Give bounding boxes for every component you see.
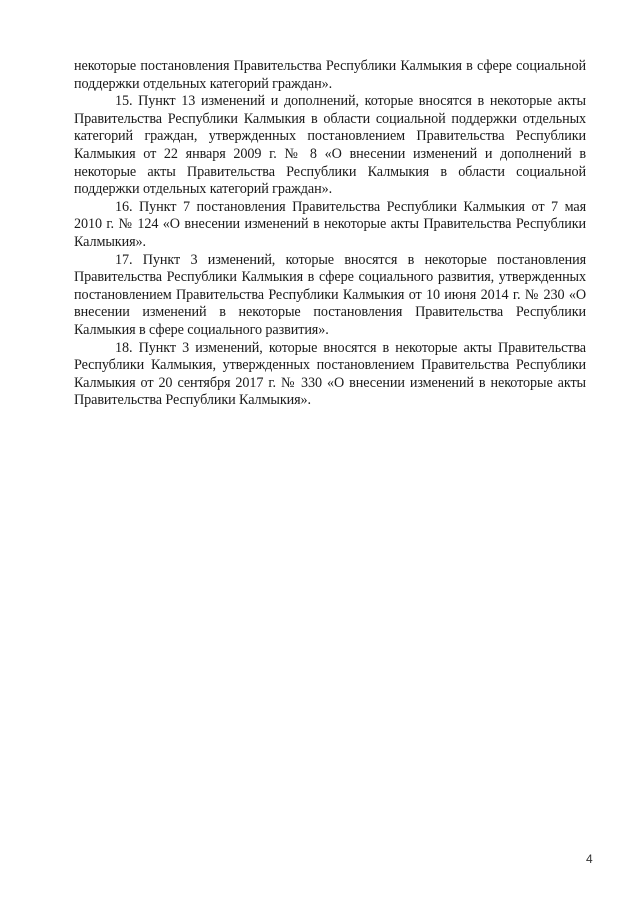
paragraph-16: 16. Пункт 7 постановления Правительства Республики Калмыкия от 7 мая 2010 г. № 124 «О внесении изменений в некоторые акты Правительства Республики Калмыкия».: [74, 198, 586, 250]
paragraph-15: 15. Пункт 13 изменений и дополнений, которые вносятся в некоторые акты Правительства Республики Калмыкия в области социальной поддержки отдельных категорий граждан, утвержденных постановлением Правительства Республики Калмыкия от 22 января 2009 г. № 8 «О внесении изменений и дополнений в некоторые акты Правительства Республики Калмыкия в области социальной поддержки отдельных категорий граждан».: [74, 93, 586, 198]
page-number: 4: [586, 852, 593, 866]
document-body: [74, 58, 586, 410]
paragraph-17: 17. Пункт 3 изменений, которые вносятся в некоторые постановления Правительства Республики Калмыкия в сфере социального развития, утвержденных постановлением Правительства Республики Калмыкия от 10 июня 2014 г. № 230 «О внесении изменений в некоторые постановления Правительства Республики Калмыкия в сфере социального развития».: [74, 251, 586, 338]
paragraph-18: 18. Пункт 3 изменений, которые вносятся в некоторые акты Правительства Республики Калмыкия, утвержденных постановлением Правительства Республики Калмыкия от 20 сентября 2017 г. № 330 «О внесении изменений в некоторые акты Правительства Республики Калмыкия».: [74, 339, 586, 409]
paragraph-continuation: некоторые постановления Правительства Республики Калмыкия в сфере социальной поддержки отдельных категорий граждан».: [74, 58, 586, 92]
